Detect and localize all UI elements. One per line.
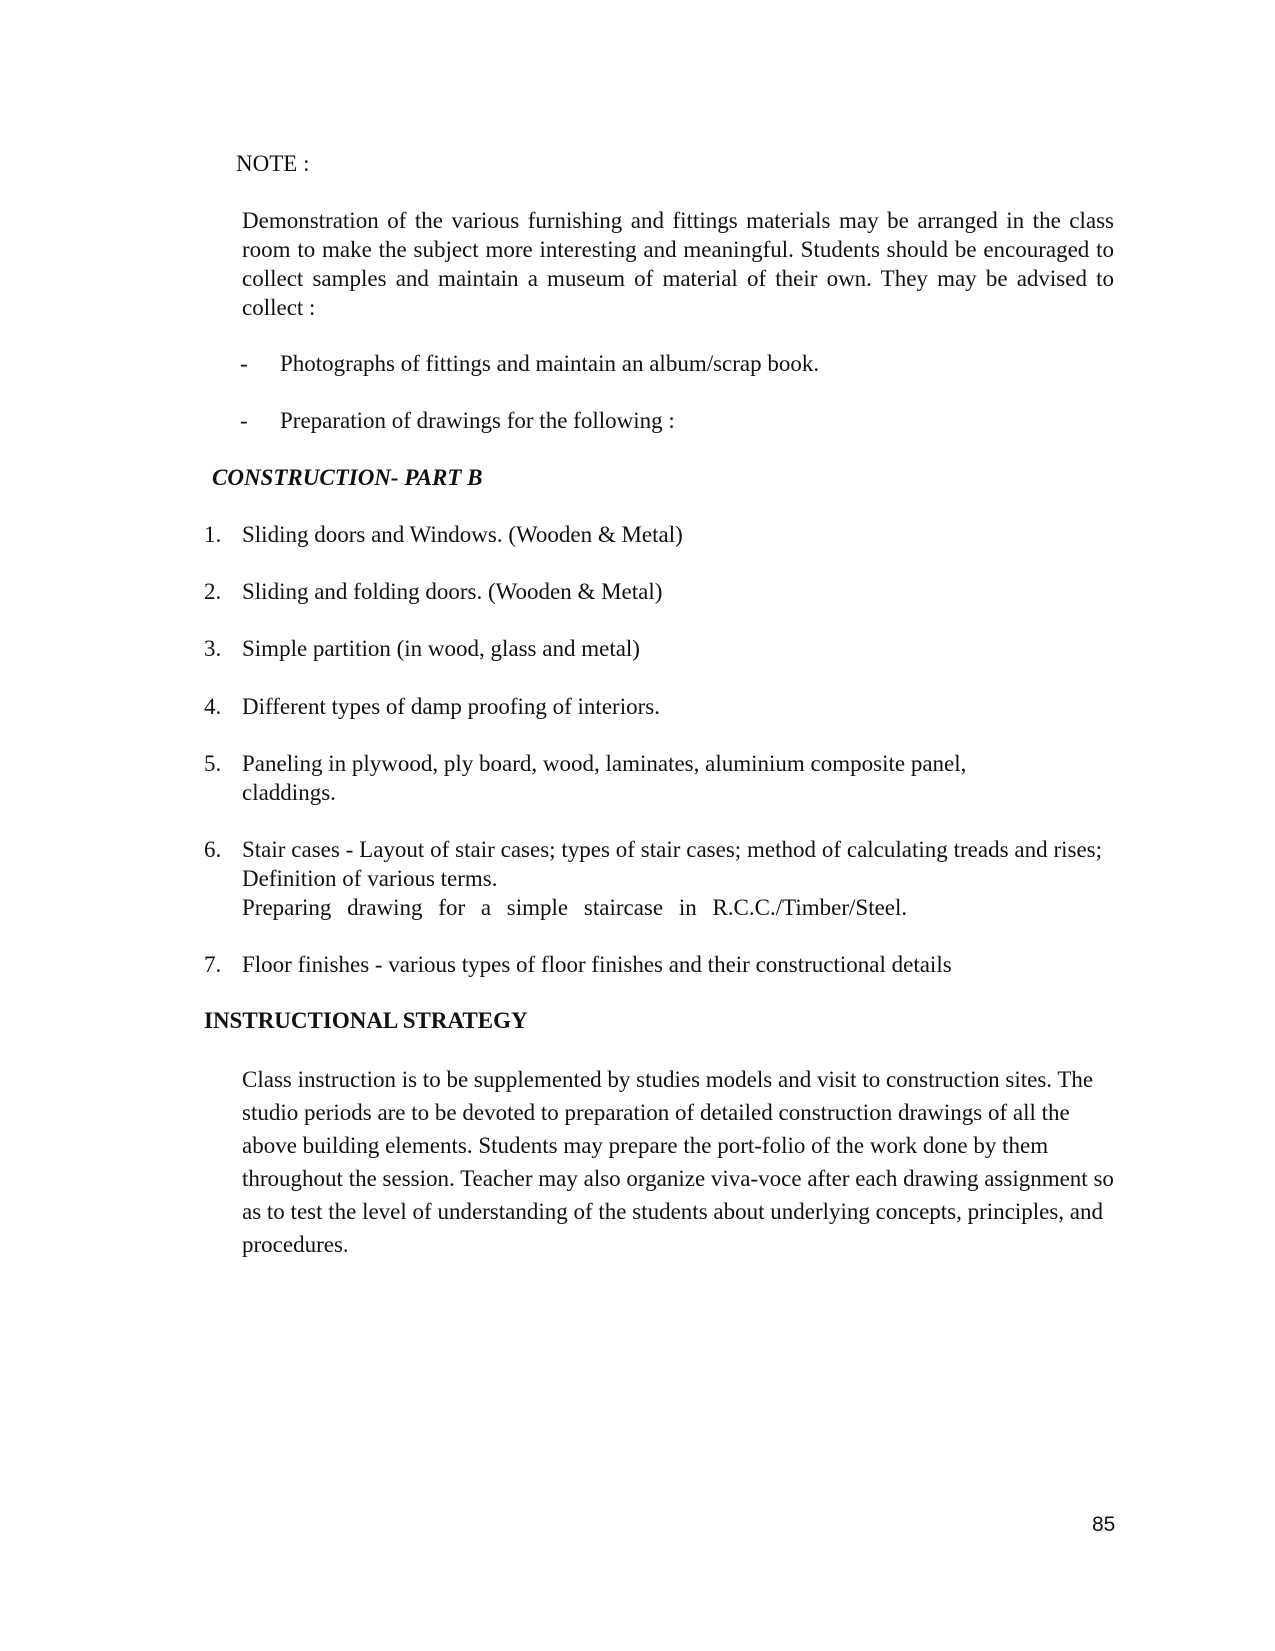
item-number: 7. <box>204 952 222 977</box>
list-item-text: Floor finishes - various types of floor finishes and their constructional details <box>242 952 952 977</box>
list-item <box>204 520 1104 549</box>
item-number: 6. <box>204 837 222 862</box>
list-item-text: Sliding doors and Windows. (Wooden & Metal) <box>242 522 683 547</box>
item-number: 1. <box>204 522 222 547</box>
list-item-text: Paneling in plywood, ply board, wood, laminates, aluminium composite panel, claddings. <box>242 751 967 805</box>
item-number: 5. <box>204 751 222 776</box>
section-heading: INSTRUCTIONAL STRATEGY <box>204 1008 528 1033</box>
list-item-text-continuation: Preparing drawing for a simple staircase in R.C.C./Timber/Steel. <box>242 895 908 920</box>
list-item <box>204 692 1104 721</box>
note-paragraph: Demonstration of the various furnishing and fittings materials may be arranged in the class room to make the subject more interesting and meaningful. Students should be encouraged to collect samples and maintain a museum of material of their own. They may be advised to collect : <box>242 208 1114 320</box>
page-number: 85 <box>1092 1513 1116 1536</box>
bullet-dash: - <box>240 351 248 376</box>
list-item <box>204 950 1104 979</box>
list-item <box>204 749 1104 807</box>
list-item-text: Preparation of drawings for the following : <box>280 408 675 433</box>
note-label: NOTE : <box>236 151 310 176</box>
list-item <box>204 835 1104 922</box>
list-item <box>204 634 1104 663</box>
list-item-text: Stair cases - Layout of stair cases; types of stair cases; method of calculating treads and rises; Definition of various terms. <box>242 837 1102 891</box>
list-item-text: Sliding and folding doors. (Wooden & Metal) <box>242 579 663 604</box>
item-number: 3. <box>204 636 222 661</box>
list-item <box>204 577 1104 606</box>
bullet-dash: - <box>240 408 248 433</box>
list-item-text: Simple partition (in wood, glass and metal) <box>242 636 640 661</box>
item-number: 4. <box>204 694 222 719</box>
item-number: 2. <box>204 579 222 604</box>
list-item <box>240 349 819 378</box>
section-heading: CONSTRUCTION- PART B <box>212 465 483 490</box>
strategy-paragraph: Class instruction is to be supplemented by studies models and visit to construction sites. The studio periods are to be devoted to preparation of detailed construction drawings of all the above building elements. Students may prepare the port-folio of the work done by them throughout the session. Teacher may also organize viva-voce after each drawing assignment so as to test the level of understanding of the students about underlying concepts, principles, and procedures. <box>242 1067 1114 1257</box>
list-item-text: Different types of damp proofing of interiors. <box>242 694 660 719</box>
list-item <box>240 406 675 435</box>
list-item-text: Photographs of fittings and maintain an album/scrap book. <box>280 351 820 376</box>
